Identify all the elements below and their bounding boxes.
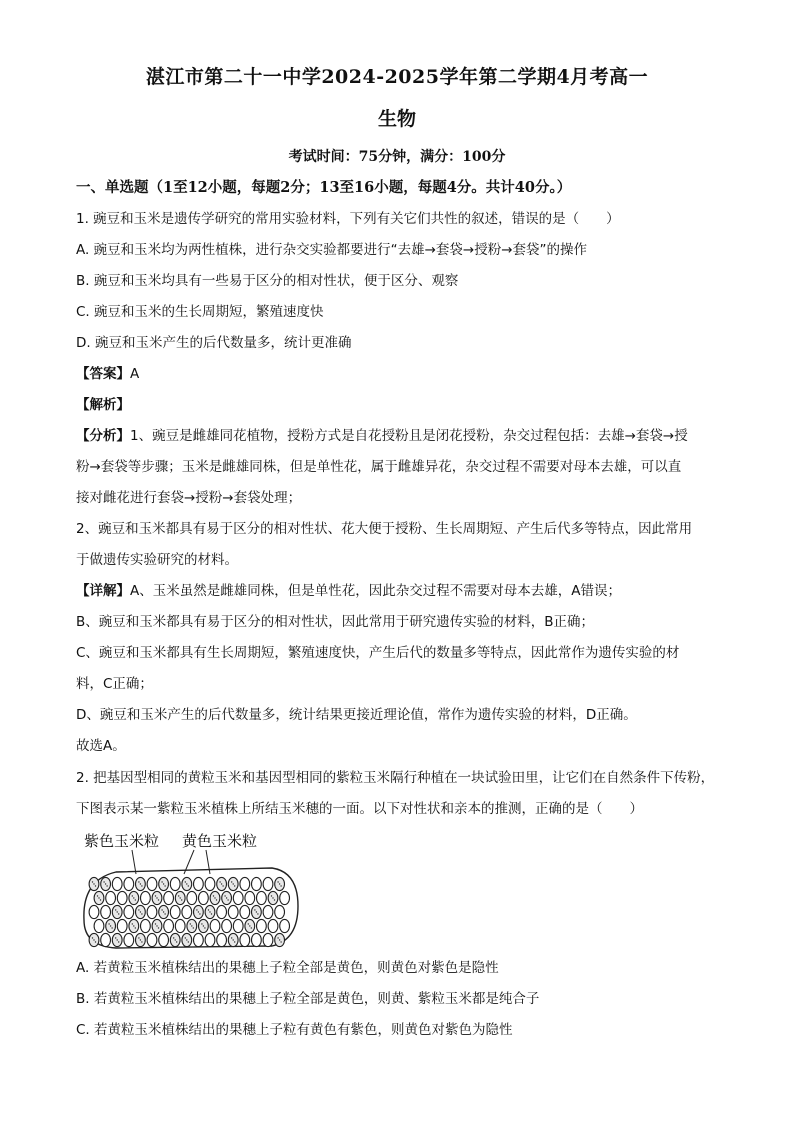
- exam-info: 考试时间：75分钟，满分：100分: [288, 149, 506, 165]
- kernel-dot: [92, 881, 93, 882]
- kernel-dot: [277, 881, 278, 882]
- q1-xiangjie-line-2: B、豌豆和玉米都具有易于区分的相对性状，因此常用于研究遗传实验的材料，B正确；: [76, 614, 595, 630]
- yellow-kernel: [164, 919, 174, 932]
- kernel-dot: [257, 913, 258, 914]
- kernel-dot: [158, 899, 159, 900]
- kernel-dot: [211, 913, 212, 914]
- q1-option-d: D. 豌豆和玉米产生的后代数量多，统计更准确: [76, 335, 352, 351]
- kernel-dot: [193, 927, 194, 928]
- kernel-dot: [271, 895, 272, 896]
- kernel-dot: [279, 883, 280, 884]
- kernel-dot: [249, 925, 250, 926]
- yellow-kernel: [233, 919, 243, 932]
- yellow-kernel: [199, 891, 209, 904]
- q1-xiangjie-line-1: [76, 581, 726, 601]
- yellow-kernel: [268, 919, 278, 932]
- yellow-kernel: [228, 905, 238, 918]
- kernel-dot: [185, 881, 186, 882]
- kernel-dot: [227, 899, 228, 900]
- kernel-dot: [221, 883, 222, 884]
- kernel-dot: [117, 939, 118, 940]
- kernel-dot: [222, 885, 223, 886]
- yellow-kernel: [217, 905, 227, 918]
- yellow-kernel: [101, 905, 111, 918]
- q1-answer: [76, 364, 726, 384]
- kernel-dot: [135, 927, 136, 928]
- kernel-dot: [186, 883, 187, 884]
- kernel-dot: [190, 923, 191, 924]
- yellow-kernel: [205, 933, 215, 946]
- kernel-dot: [280, 885, 281, 886]
- yellow-kernel: [101, 933, 111, 946]
- kernel-dot: [141, 885, 142, 886]
- yellow-kernel: [210, 919, 220, 932]
- yellow-kernel: [240, 905, 250, 918]
- yellow-kernel: [187, 891, 197, 904]
- yellow-kernel: [147, 877, 157, 890]
- fenxi-text-1: 1、豌豆是雌雄同花植物，授粉方式是自花授粉且是闭花授粉，杂交过程包括：去雄→套袋→授: [130, 428, 688, 444]
- yellow-kernel: [147, 905, 157, 918]
- kernel-dot: [181, 899, 182, 900]
- kernel-dot: [95, 941, 96, 942]
- kernel-dot: [158, 927, 159, 928]
- q1-xiangjie-line-5: D、豌豆和玉米产生的后代数量多，统计结果更接近理论值，常作为遗传实验的材料，D正确。: [76, 707, 637, 723]
- kernel-dot: [226, 897, 227, 898]
- xiangjie-tag: 【详解】: [76, 583, 130, 599]
- kernel-dot: [199, 913, 200, 914]
- q2-option-a: A. 若黄粒玉米植株结出的果穗上子粒全部是黄色，则黄色对紫色是隐性: [76, 960, 499, 976]
- pointer-yellow-2: [206, 850, 210, 874]
- kernel-dot: [208, 909, 209, 910]
- kernel-dot: [274, 899, 275, 900]
- kernel-dot: [106, 885, 107, 886]
- kernel-dot: [216, 899, 217, 900]
- yellow-kernel: [170, 905, 180, 918]
- kernel-dot: [108, 923, 109, 924]
- kernel-dot: [161, 881, 162, 882]
- kernel-dot: [191, 925, 192, 926]
- kernel-dot: [115, 909, 116, 910]
- yellow-kernel: [182, 905, 192, 918]
- fenxi-tag: 【分析】: [76, 428, 130, 444]
- corn-ear-drawing: [76, 828, 306, 958]
- q1-option-c: C. 豌豆和玉米的生长周期短，繁殖速度快: [76, 304, 324, 320]
- q1-fenxi-line-1: [76, 426, 726, 446]
- answer-value: A: [130, 366, 140, 382]
- kernel-dot: [103, 881, 104, 882]
- kernel-dot: [95, 885, 96, 886]
- kernel-dot: [161, 909, 162, 910]
- yellow-kernel: [240, 877, 250, 890]
- kernel-dot: [163, 883, 164, 884]
- kernel-dot: [180, 897, 181, 898]
- q2-stem-line-2: 下图表示某一紫粒玉米植株上所结玉米穗的一面。以下对性状和亲本的推测，正确的是（ ）: [76, 801, 643, 817]
- kernel-dot: [234, 941, 235, 942]
- kernel-dot: [140, 939, 141, 940]
- q2-option-c: C. 若黄粒玉米植株结出的果穗上子粒有黄色有紫色，则黄色对紫色为隐性: [76, 1022, 513, 1038]
- label-purple-kernel: 紫色玉米粒: [84, 832, 160, 850]
- kernel-dot: [213, 895, 214, 896]
- kernel-dot: [164, 885, 165, 886]
- yellow-kernel: [217, 933, 227, 946]
- kernel-dot: [105, 883, 106, 884]
- kernel-dot: [254, 909, 255, 910]
- yellow-kernel: [94, 919, 104, 932]
- q2-option-b: B. 若黄粒玉米植株结出的果穗上子粒全部是黄色，则黄、紫粒玉米都是纯合子: [76, 991, 540, 1007]
- kernel-dot: [141, 913, 142, 914]
- kernel-dot: [280, 941, 281, 942]
- label-yellow-kernel: 黄色玉米粒: [182, 832, 258, 850]
- kernel-dot: [115, 937, 116, 938]
- kernel-dot: [178, 895, 179, 896]
- yellow-kernel: [117, 891, 127, 904]
- yellow-kernel: [263, 933, 273, 946]
- yellow-kernel: [263, 877, 273, 890]
- kernel-dot: [138, 937, 139, 938]
- pointer-purple: [132, 850, 136, 874]
- q1-analysis-tag: [76, 395, 726, 415]
- q1-option-b: B. 豌豆和玉米均具有一些易于区分的相对性状，便于区分、观察: [76, 273, 459, 289]
- kernel-dot: [93, 883, 94, 884]
- kernel-dot: [173, 937, 174, 938]
- yellow-kernel: [275, 905, 285, 918]
- kernel-dot: [277, 937, 278, 938]
- yellow-kernel: [124, 933, 134, 946]
- kernel-dot: [272, 897, 273, 898]
- q1-fenxi-line-2: 粉→套袋等步骤；玉米是雌雄同株，但是单性花，属于雌雄异花，杂交过程不需要对母本去雄，可以直: [76, 459, 682, 475]
- kernel-dot: [110, 925, 111, 926]
- kernel-dot: [231, 881, 232, 882]
- kernel-dot: [251, 927, 252, 928]
- corn-ear-figure: [76, 828, 306, 958]
- document-title: 湛江市第二十一中学2024-2025学年第二学期4月考高一: [145, 66, 649, 88]
- q2-stem-line-1: 2. 把基因型相同的黄粒玉米和基因型相同的紫粒玉米隔行种植在一块试验田里，让它们在自然条件下传粉，: [76, 770, 715, 786]
- kernel-dot: [231, 937, 232, 938]
- kernel-dot: [198, 911, 199, 912]
- yellow-kernel: [257, 919, 267, 932]
- yellow-kernel: [252, 933, 262, 946]
- kernel-dot: [118, 941, 119, 942]
- yellow-kernel: [175, 919, 185, 932]
- kernel-dot: [140, 911, 141, 912]
- kernel-dot: [164, 913, 165, 914]
- kernel-dot: [163, 911, 164, 912]
- kernel-dot: [98, 897, 99, 898]
- kernel-dot: [233, 883, 234, 884]
- kernel-dot: [186, 939, 187, 940]
- kernel-dot: [234, 885, 235, 886]
- yellow-kernel: [257, 891, 267, 904]
- kernel-dot: [224, 895, 225, 896]
- q1-fenxi-line-4: 2、豌豆和玉米都具有易于区分的相对性状、花大便于授粉、生长周期短、产生后代多等特点，因此常用: [76, 521, 693, 537]
- yellow-kernel: [194, 877, 204, 890]
- yellow-kernel: [252, 877, 262, 890]
- yellow-kernel: [240, 933, 250, 946]
- q1-fenxi-line-3: 接对雌花进行套袋→授粉→套袋处理；: [76, 490, 302, 506]
- kernel-dot: [140, 883, 141, 884]
- kernel-dot: [209, 911, 210, 912]
- yellow-kernel: [141, 919, 151, 932]
- kernel-dot: [117, 911, 118, 912]
- yellow-kernel: [280, 919, 290, 932]
- analysis-tag: 【解析】: [76, 397, 130, 413]
- kernel-dot: [97, 895, 98, 896]
- xiangjie-text-1: A、玉米虽然是雌雄同株，但是单性花，因此杂交过程不需要对母本去雄，A错误；: [130, 583, 621, 599]
- kernel-dot: [111, 927, 112, 928]
- yellow-kernel: [106, 891, 116, 904]
- q1-xiangjie-line-3: C、豌豆和玉米都具有生长周期短，繁殖速度快，产生后代的数量多等特点，因此常作为遗传实验的材: [76, 645, 680, 661]
- yellow-kernel: [194, 933, 204, 946]
- yellow-kernel: [117, 919, 127, 932]
- kernel-dot: [155, 895, 156, 896]
- kernel-dot: [138, 909, 139, 910]
- kernel-dot: [138, 881, 139, 882]
- kernel-dot: [100, 899, 101, 900]
- q1-xiangjie-line-6: 故选A。: [76, 738, 126, 754]
- kernel-dot: [256, 911, 257, 912]
- kernel-dot: [118, 913, 119, 914]
- kernel-dot: [135, 899, 136, 900]
- kernel-dot: [155, 923, 156, 924]
- kernel-dot: [204, 927, 205, 928]
- q1-option-a: A. 豌豆和玉米均为两性植株，进行杂交实验都要进行“去雄→套袋→授粉→套袋”的操作: [76, 242, 588, 258]
- yellow-kernel: [233, 891, 243, 904]
- kernel-dot: [175, 939, 176, 940]
- kernel-dot: [156, 925, 157, 926]
- kernel-dot: [176, 941, 177, 942]
- yellow-kernel: [124, 877, 134, 890]
- yellow-kernel: [112, 877, 122, 890]
- kernel-dot: [279, 939, 280, 940]
- kernel-dot: [196, 909, 197, 910]
- q1-xiangjie-line-4: 料，C正确；: [76, 676, 153, 692]
- kernel-dot: [214, 897, 215, 898]
- kernel-dot: [93, 939, 94, 940]
- kernel-dot: [185, 937, 186, 938]
- yellow-kernel: [222, 919, 232, 932]
- yellow-kernel: [141, 891, 151, 904]
- subject-title: 生物: [377, 108, 416, 130]
- yellow-kernel: [263, 905, 273, 918]
- q1-stem: 1. 豌豆和玉米是遗传学研究的常用实验材料，下列有关它们共性的叙述，错误的是（ ）: [76, 211, 620, 227]
- q1-fenxi-line-5: 于做遗传实验研究的材料。: [76, 552, 238, 568]
- kernel-dot: [132, 923, 133, 924]
- yellow-kernel: [147, 933, 157, 946]
- yellow-kernel: [89, 905, 99, 918]
- kernel-dot: [133, 925, 134, 926]
- yellow-kernel: [245, 891, 255, 904]
- section-heading: 一、单选题（1至12小题，每题2分；13至16小题，每题4分。共计40分。）: [76, 179, 572, 196]
- kernel-dot: [156, 897, 157, 898]
- kernel-dot: [92, 937, 93, 938]
- kernel-dot: [248, 923, 249, 924]
- yellow-kernel: [280, 891, 290, 904]
- yellow-kernel: [170, 877, 180, 890]
- kernel-dot: [188, 885, 189, 886]
- kernel-dot: [219, 881, 220, 882]
- kernel-dot: [132, 895, 133, 896]
- yellow-kernel: [164, 891, 174, 904]
- yellow-kernel: [159, 933, 169, 946]
- kernel-dot: [203, 925, 204, 926]
- kernel-dot: [233, 939, 234, 940]
- answer-tag: 【答案】: [76, 366, 130, 382]
- yellow-kernel: [205, 877, 215, 890]
- kernel-dot: [141, 941, 142, 942]
- kernel-dot: [133, 897, 134, 898]
- kernel-dot: [188, 941, 189, 942]
- kernel-dot: [201, 923, 202, 924]
- yellow-kernel: [124, 905, 134, 918]
